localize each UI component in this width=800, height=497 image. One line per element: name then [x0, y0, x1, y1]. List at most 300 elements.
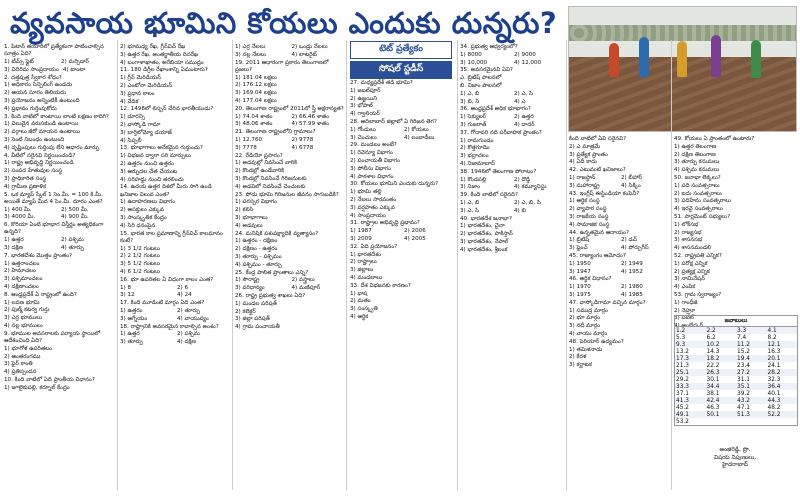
- option: 4) సిక్కిం: [621, 182, 641, 189]
- answer-cell: 50.1: [706, 411, 720, 418]
- answer-row: [675, 362, 797, 369]
- option-row: [350, 236, 454, 243]
- option: 3) మహారాష్ట్ర: [569, 182, 600, 189]
- question-line: 31. రాష్ట్రాల అభివృద్ధి ప్రభావం?: [350, 220, 420, 227]
- question-line: 4) దక్షిణాంచలం: [4, 283, 39, 290]
- question-line: 44. ఉన్నతమైన ఆదాయం?: [569, 229, 629, 236]
- answer-row: [675, 383, 797, 390]
- question-line: 48. పెరియార్ ఉద్యమం?: [569, 338, 624, 345]
- question-line: 3) భూభాగాలు: [235, 214, 268, 221]
- question-line: 1) పది సంవత్సరాలు: [674, 182, 720, 189]
- answer-cell: 26.3: [706, 369, 720, 376]
- byline: [674, 447, 796, 470]
- byline-line: హైదరాబాద్: [722, 462, 748, 468]
- option: 4) దక్షిణ: [177, 339, 197, 346]
- section-badge: [350, 41, 452, 79]
- answer-cell: 8.2: [767, 334, 777, 341]
- option-row: [235, 114, 344, 121]
- question-line: 2) ఆయన సూరం తెలియదు: [4, 90, 67, 97]
- option: 1) ఎ, బి: [460, 199, 480, 206]
- question-line: 1. పిటాన్ తయారీలో ప్రత్యేకంగా పాటించాల్సిన సూత్రం ఏది?: [4, 44, 104, 58]
- question-line: 1) లోక్‌సభ: [674, 221, 699, 228]
- option-row: [460, 99, 564, 106]
- question-line: 2) నేలలు సారవంతం: [350, 196, 397, 203]
- question-line: 2) సంపద హేతువుల సంస్థ: [4, 168, 63, 175]
- byline-line: విషయ నిపుణులు,: [713, 454, 757, 461]
- question-line: 4) ప్రభావం గుర్తింపుకోదు: [4, 105, 57, 112]
- question-line: 4) భారతదేశం, శ్రీలంక: [460, 246, 508, 253]
- question-line: 4) సిప్పలీ: [120, 137, 142, 144]
- option-row: [235, 52, 344, 59]
- question-line: 3. కింది వాటిలో కాంటాయి లాంటి లక్షణం కాదిగి?: [4, 113, 109, 120]
- option: 4) లంబాడీలు: [404, 134, 435, 141]
- question-line: 2) కలిసి: [235, 207, 254, 214]
- question-line: 4) బంగాళాఖాతం, అరేబియా సముద్రం: [120, 59, 204, 66]
- option-row: [460, 91, 564, 98]
- question-column-1: [4, 44, 114, 494]
- option-row: [235, 137, 344, 144]
- question-line: 1) భూమి తల్లి: [350, 189, 382, 196]
- question-line: 1) రామగుండం: [460, 137, 494, 144]
- question-line: 3) వర్షపాతం ఎక్కువ: [350, 204, 395, 211]
- question-line: 3) 5 1/2 గంటలు: [120, 261, 160, 268]
- question-line: 2) భారతదేశం, పాకిస్తాన్: [460, 231, 513, 238]
- answer-cell: 22.2: [706, 362, 720, 369]
- option: 2) తూర్పు: [177, 307, 200, 314]
- answer-key-title: జవాబులు: [675, 316, 797, 327]
- question-line: 3) భోపాల్: [350, 103, 373, 110]
- option: 2) ఎ, సి: [514, 90, 533, 97]
- answer-cell: 44.3: [767, 397, 781, 404]
- option: 1) 1950: [569, 260, 591, 267]
- question-line: 1) 181.04 లక్షలు: [235, 74, 277, 81]
- option-row: [235, 44, 344, 51]
- answer-cell: 18.2: [706, 355, 720, 362]
- question-line: 43. ఇంగ్లీష్ ఈస్టిండియా కంపెనీ?: [569, 190, 640, 197]
- option: 2) 66.46 శాతం: [291, 113, 329, 120]
- answer-row: [675, 404, 797, 411]
- question-line: 3) శాసనసభ: [674, 237, 703, 244]
- question-line: 3) పటేల్: [674, 315, 694, 322]
- option: 1) 400 మీ.: [4, 206, 32, 213]
- question-line: 12. 1498లో లిస్బన్ చేరిన భారతీయుడు?: [120, 106, 214, 113]
- answer-cell: 32.3: [767, 376, 781, 383]
- question-line: 4) అంబేద్కర్: [674, 323, 703, 330]
- answer-cell: 12.1: [767, 341, 781, 348]
- question-line: 4) గ్రామీణ ప్రణాళిక: [4, 183, 47, 190]
- option: 3) 1947: [569, 268, 591, 275]
- option: 3) బి, సి: [460, 98, 480, 105]
- question-line: 4) ఎంపిక: [674, 284, 696, 291]
- question-line: 30. కోయలు భూమిని ఎందుకు దున్నరు?: [350, 181, 439, 188]
- question-line: 42. ఎటువంటి ఖనిజాలు?: [569, 167, 626, 174]
- option: 1) గోండులు: [350, 126, 376, 133]
- answer-row: [675, 355, 797, 362]
- question-line: 22. రేడియో ప్రసారం?: [235, 152, 283, 159]
- option-row: [235, 145, 344, 152]
- question-line: 1) తమిళనాడు: [569, 346, 603, 353]
- question-line: 4) నిజామాబాద్: [460, 160, 495, 167]
- option-row: [569, 237, 669, 244]
- answer-cell: 21.3: [676, 362, 689, 369]
- question-line: బి. నిజాం పాలనలో: [460, 82, 502, 89]
- question-line: 3) ప్రధాన కాలం: [120, 90, 155, 97]
- question-column-4: [350, 80, 454, 494]
- question-line: 3) ఎర్ర భూములు: [4, 315, 43, 322]
- question-line: 2) ఉత్తరం నుంచి ఉత్తరం: [120, 160, 174, 167]
- option: 2) 6: [177, 284, 189, 291]
- question-line: 4) ఏదీ కాదు: [569, 159, 597, 166]
- question-line: 3) జిల్లా పరిషత్: [235, 316, 270, 323]
- answer-cell: [706, 418, 737, 425]
- option: 2) 1980: [621, 284, 643, 291]
- option: 2) దొడ్డి: [514, 176, 531, 183]
- question-line: 2) మతం: [350, 298, 371, 305]
- question-line: 4) ఇరవై సంవత్సరాలు: [674, 206, 723, 213]
- question-line: 2) పంచాయతీ విభాగం: [350, 157, 400, 164]
- question-line: 4) గ్రామ పంచాయతీ: [235, 324, 280, 331]
- question-line: 10. కింది వాటిలో ఏది ప్రాంతీయ విధానం?: [4, 376, 95, 383]
- question-line: 1) భూగోళ ఉపరితలం: [4, 345, 52, 352]
- question-line: 4) వేదిక: [120, 98, 139, 105]
- option: 4) మణిపూర్: [291, 285, 321, 292]
- option: 2) ఒండ్రు నేలలు: [291, 44, 328, 50]
- option: 3) నల్ల నేలలు: [235, 51, 266, 58]
- option: 3) 10,000: [460, 59, 488, 66]
- option: 2) మర్పిడార్: [61, 59, 89, 65]
- question-line: 4) ఆర్థిక: [350, 313, 369, 320]
- option-row: [235, 121, 344, 128]
- option: 3) 2009: [350, 235, 372, 242]
- question-line: 2. దత్తపుత్ర స్వీకార శోధం?: [4, 74, 62, 81]
- question-line: 3) పశ్చిమాంచలం: [4, 276, 43, 283]
- option-row: [120, 285, 230, 292]
- question-line: 4) సాంప్రదాయం: [350, 212, 386, 219]
- answer-cell: 9.3: [676, 341, 686, 348]
- option-row: [460, 114, 564, 121]
- question-line: 2) భూమధ్య రేఖ, గ్రీన్‌విచ్ రేఖ: [120, 44, 186, 50]
- answer-cell: 29.2: [676, 376, 689, 383]
- answer-cell: 43.2: [737, 397, 750, 404]
- question-line: 1) భారతదేశం, చైనా: [460, 223, 505, 230]
- option-row: [120, 316, 230, 323]
- question-line: 2) ఆంతరంగము: [4, 353, 41, 360]
- question-line: 49. కోయలు ఏ ప్రాంతంలో ఉంటారు?: [674, 136, 755, 142]
- option: 1) సెక్యులర్: [460, 114, 487, 121]
- question-line: 4) మండలాలు: [350, 274, 383, 281]
- option: 2) ఎ, బి, సి: [514, 199, 541, 206]
- question-line: 2) ఎంటోనా మెరిడియన్: [120, 82, 173, 89]
- question-line: 4) వాయు మార్గం: [569, 330, 608, 337]
- option-row: [350, 135, 454, 142]
- question-line: 21. తెలంగాణ రాష్ట్రంలోని గ్రామాలు?: [235, 129, 316, 136]
- question-line: 3) పోలీసు విభాగం: [350, 165, 392, 172]
- question-line: 5. ఒక మ్యాప్ స్కేల్ 1 సెం.మీ. = 100 కి.మీ. అయితే మ్యాప్ మీద 4 సెం.మీ. దూరం ఎంత?: [4, 191, 103, 205]
- option-row: [460, 200, 564, 207]
- option-row: [569, 292, 669, 299]
- option-row: [569, 175, 669, 182]
- question-line: 25. కేంద్ర పాలిత ప్రాంతాలు ఎన్ని?: [235, 269, 309, 276]
- option-row: [235, 277, 344, 284]
- answer-cell: 40.1: [767, 390, 781, 397]
- question-line: 3) బార్తెలోమ్యో డయాజ్: [120, 129, 172, 136]
- question-line: 24. మనిషికి పశుపక్ష్యాదికి వ్యత్యాసం?: [235, 230, 319, 237]
- answer-row: [675, 418, 797, 425]
- option-row: [4, 245, 114, 252]
- question-line: 1) భాష: [350, 290, 368, 297]
- question-line: 3) ప్రాధికారిత సంస్థ: [4, 175, 47, 182]
- answer-cell: 37.1: [676, 390, 689, 397]
- headline: వ్యవసాయ భూమిని కోయలు ఎందుకు దున్నరు?: [10, 6, 558, 40]
- answer-cell: 16.3: [767, 348, 781, 355]
- question-line: 2) ప్రత్యక్ష ఎన్నిక: [674, 268, 710, 275]
- question-column-3: [235, 44, 344, 494]
- question-line: 1) ఉత్తరం - దక్షిణం: [235, 238, 278, 245]
- question-line: 34. ప్రభుత్వ ఆధ్వర్యంలో?: [460, 44, 518, 50]
- option: 2) ఉత్తర: [514, 114, 534, 121]
- question-line: 3) సాంస్కృతిక కేంద్రం: [120, 214, 167, 221]
- question-line: 37. గోదావరి నది పరీవాహక ప్రాంతం?: [460, 129, 542, 136]
- option: 4) పోర్చుగీస్: [621, 245, 649, 252]
- option: 2) 1949: [621, 260, 643, 267]
- option: 1) 1970: [569, 284, 591, 291]
- option: 2) 500 మీ.: [61, 206, 89, 213]
- answer-cell: 4.1: [767, 327, 777, 334]
- question-line: 17. కింది మూడింటి మార్గం ఏది ఎంత?: [120, 300, 205, 307]
- question-line: 2) నెహ్రూ: [674, 307, 696, 314]
- answer-cell: 14.3: [706, 348, 720, 355]
- question-line: 1) ఆర్థిక సంస్థ: [569, 198, 600, 205]
- badge-top: టెట్ ప్రత్యేకం: [350, 41, 452, 59]
- question-line: 2) కొత్తగూడెం: [460, 145, 490, 152]
- question-line: 27. మధ్యప్రదేశ్ తడి భూమి?: [350, 80, 413, 86]
- question-line: 18. రాష్ట్రానికి అవసరమైన కావాల్సిన అంశం?: [120, 323, 219, 330]
- option-row: [4, 214, 114, 221]
- option: 1) సౌరాష్ట్ర: [235, 277, 260, 284]
- answer-cell: 25.1: [676, 369, 689, 376]
- question-line: 19. 2011 ఆధారంగా ప్రకారం తెలంగాణలో ప్రజలు?: [235, 59, 329, 73]
- answer-key: [674, 315, 798, 426]
- question-line: 2) ఆసక్తులు ఎక్కువ: [120, 207, 164, 214]
- option: 1) 74.04 శాతం: [235, 113, 273, 120]
- question-line: 47. వాస్కోడిగామా వచ్చిన మార్గం?: [569, 299, 646, 306]
- question-column-5: [460, 44, 564, 494]
- option: 4) 2005: [404, 235, 426, 242]
- question-line: 38. 1946లో తెలంగాణ పోరాటం?: [460, 168, 537, 175]
- question-line: 14. ఉదయ ఉత్తర దిశలో మీరు సాగి ఉండి ఖనిజాల విలువ ఎంత?: [120, 184, 212, 198]
- question-line: 52. రాష్ట్రపతి ఎన్నిక?: [674, 252, 722, 259]
- answer-cell: 48.2: [767, 404, 781, 411]
- option-row: [4, 59, 114, 66]
- question-line: 3) నదీ మార్గం: [569, 323, 601, 330]
- question-line: 4) 177.04 లక్షలు: [235, 97, 277, 104]
- answer-cell: 51.3: [737, 411, 750, 418]
- question-line: 13. భూభాగాలు అనేకమైన గుర్తుంచు?: [120, 145, 203, 152]
- question-line: 3) ఆర్పుదల చేత చేయుట: [120, 168, 178, 175]
- answer-cell: 31.1: [737, 376, 750, 383]
- option: 3) చెంచులు: [350, 134, 377, 141]
- option-row: [460, 122, 564, 129]
- option: 1) ఎ, బి: [460, 90, 480, 97]
- question-line: 1) లవణ భూమి: [4, 299, 40, 306]
- option-row: [350, 127, 454, 134]
- question-line: 3) ప్రయోజనం అన్నింటికీ ఉంటుంది: [4, 97, 80, 104]
- question-line: 4) సిరి ధనంపైన: [120, 222, 156, 229]
- option: 4) తూర్పు: [61, 244, 84, 251]
- question-line: 33. దేశ విభజనకు కారణం?: [350, 282, 411, 289]
- question-line: 1) అధికారం సిన్ఫిలింగ్ ఉండదు: [4, 82, 73, 89]
- answer-cell: 13.2: [676, 348, 689, 355]
- answer-cell: [767, 418, 798, 425]
- option: 4) కమ్యూనిస్టు: [514, 184, 547, 191]
- option-row: [569, 269, 669, 276]
- question-line: 2) 176.12 లక్షలు: [235, 82, 277, 89]
- question-line: 2) దక్షిణం - ఉత్తరం: [235, 246, 278, 253]
- answer-cell: 23.4: [737, 362, 750, 369]
- question-line: 40. భారతదేశ జనాభా?: [460, 215, 513, 222]
- question-line: 1) అడవుల్లో నివసించే వారికి: [235, 160, 298, 167]
- answer-cell: 7.4: [737, 334, 747, 341]
- answer-row: [675, 348, 797, 355]
- question-line: 29. మండలం అంటే?: [350, 142, 397, 149]
- question-line: 53. గ్రామ స్వరాజ్యం?: [674, 291, 722, 298]
- question-line: 26. రాష్ట్ర ప్రభుత్వ శాఖలు ఏది?: [235, 292, 306, 299]
- option: 3) 12: [120, 292, 135, 299]
- question-line: 4) అడవిలో నివసించే చెంచులకు: [235, 183, 306, 190]
- answer-cell: 49.1: [676, 411, 689, 418]
- option-row: [350, 228, 454, 235]
- option: 4) బి: [514, 207, 526, 214]
- option: 4) 57.99 శాతం: [291, 121, 329, 128]
- question-line: 3) సంస్కృతి: [350, 306, 378, 313]
- answer-cell: 38.1: [706, 390, 720, 397]
- question-line: 23. పోడు భూమి గిరిజనుల జీవనం సాగుబడికి?: [235, 191, 339, 198]
- answer-cell: 39.2: [737, 390, 750, 397]
- question-line: 8. ఆంధ్రప్రదేశ్ ఏ రాష్ట్రంలో ఉంది?: [4, 291, 77, 298]
- answer-cell: 1.2: [676, 327, 686, 334]
- option: 3) ఫ్రెంచ్: [569, 245, 588, 252]
- question-column-6: [569, 136, 669, 494]
- option: 4) 900 మీ.: [61, 214, 89, 221]
- question-line: 2) వ్యాపార సంస్థ: [569, 206, 607, 213]
- question-line: 3) ఫైర్ కాంతి: [4, 361, 33, 368]
- question-line: 2) హిమాచలం: [4, 268, 36, 275]
- question-line: 3) తూర్పు కనుమలు: [674, 159, 720, 166]
- question-line: 1) పరస్పర విభాగం: [235, 199, 277, 206]
- question-line: 1) పరోక్ష ఎన్నిక: [674, 260, 708, 267]
- question-line: 1) గాంధీజీ: [674, 299, 698, 306]
- question-line: 2) ఐదు సంవత్సరాలు: [674, 190, 722, 197]
- answer-cell: 34.4: [706, 383, 720, 390]
- question-line: 15. భారత కాల ప్రమాణాన్ని గ్రీన్‌విచ్ కాలమానం కంటే?: [120, 230, 223, 244]
- question-line: 3) భద్రాచలం: [460, 153, 489, 160]
- option: 3) ఎ, సి: [460, 207, 479, 214]
- option-row: [120, 308, 230, 315]
- question-line: 35. అవసరమైనవి ఏవి?: [460, 67, 513, 74]
- option: 2) 9000: [514, 51, 536, 58]
- option: 2) కోయలు: [404, 126, 429, 133]
- question-line: 32. ఏది ప్రయోజనం?: [350, 243, 398, 250]
- answer-cell: 5.3: [676, 334, 686, 341]
- question-line: 45. రాజ్యాంగం ఆమోదం?: [569, 252, 626, 259]
- question-line: 4) నల్ల భూములు: [4, 322, 43, 329]
- option-row: [120, 292, 230, 299]
- option: 1) టీమ్స్ ఫ్లైట్: [4, 59, 34, 65]
- question-line: 16. భూ ఉపరితల ఏ విధంగా కాలం ఎంత?: [120, 276, 214, 283]
- answer-row: [675, 397, 797, 404]
- option-row: [4, 207, 114, 214]
- answer-cell: 41.3: [676, 397, 689, 404]
- answer-cell: 3.3: [737, 327, 747, 334]
- answer-row: [675, 327, 797, 334]
- question-line: 4) పాఠశాల విభాగం: [350, 173, 394, 180]
- question-line: 3) భారతదేశం, నేపాల్: [460, 238, 509, 245]
- option-row: [4, 67, 114, 74]
- question-line: 2) వర్గాలు జీరో మాయన ఉంటాయి: [4, 129, 80, 136]
- option: 1) ఉత్తరం: [120, 307, 143, 314]
- question-line: 1) ఉదాహరణలు విభాగం: [120, 199, 176, 206]
- option: 1) ఉత్తర: [120, 331, 140, 338]
- question-line: 4) పశ్చిమ కనుమలు: [674, 167, 720, 174]
- answer-cell: 6.2: [706, 334, 716, 341]
- answer-cell: 30.1: [706, 376, 720, 383]
- question-line: 2) 2 1/2 గంటలు: [120, 253, 160, 260]
- question-line: 1) విభజన ద్వారా సరి మార్పులు: [120, 153, 191, 160]
- question-line: 11. 180 డిగ్రీల రేఖాంశాన్ని ఏమంటారు?: [120, 67, 208, 74]
- question-line: 2) కేరళ: [569, 354, 587, 361]
- question-line: 20. తెలంగాణ రాష్ట్రంలో 2011లో స్త్రీ అక్షరాస్యత?: [235, 105, 344, 112]
- option-row: [460, 184, 564, 191]
- question-line: 3) జిల్లాలు: [350, 267, 374, 274]
- question-line: 2) ఎ మాత్రమే: [569, 143, 601, 150]
- option: 1) 1987: [350, 228, 372, 235]
- question-line: 2) రాష్ట్రాలు: [350, 259, 377, 266]
- option: 1) 8000: [460, 51, 482, 58]
- option: 3) 7778: [235, 144, 257, 151]
- option: 3) 4000 మీ.: [4, 214, 36, 221]
- question-line: 2) వాస్కోడి గామా: [120, 121, 161, 128]
- question-line: ఎ. బ్రిటిష్ పాలనలో: [460, 75, 502, 82]
- option: 4) 1952: [621, 268, 643, 275]
- answer-cell: 20.1: [767, 355, 781, 362]
- question-line: 1) జబల్‌పూర్: [350, 87, 381, 94]
- question-line: 3) కొండల్లో నివసించే గిరిజనులకు: [235, 175, 307, 182]
- answer-cell: 15.2: [737, 348, 750, 355]
- question-line: 3) పదిహేను సంవత్సరాలు: [674, 198, 732, 205]
- option: 1) కొండపల్లి: [460, 176, 487, 183]
- option-row: [4, 237, 114, 244]
- answer-row: [675, 334, 797, 341]
- question-line: 1) రెవెన్యూ విభాగం: [350, 150, 393, 157]
- answer-cell: 28.2: [767, 369, 781, 376]
- option-row: [120, 331, 230, 338]
- option-row: [460, 52, 564, 59]
- answer-row: [675, 376, 797, 383]
- question-line: 1) ఉత్తర తెలంగాణ: [674, 143, 717, 150]
- option: 4) వాయువ్యం: [177, 315, 209, 322]
- question-line: 2) పుల్మ్ కటర్వ గుర్తు: [4, 307, 50, 314]
- option-row: [460, 60, 564, 67]
- question-line: 1) సముద్ర మార్గం: [569, 307, 608, 314]
- option: 3) తూర్పు: [120, 339, 143, 346]
- option: 3) ఆగ్నేయం: [120, 315, 148, 322]
- answer-row: [675, 369, 797, 376]
- question-line: 1) భారతదేశం: [350, 251, 382, 258]
- answer-row: [675, 341, 797, 348]
- question-line: 4. వీటిలో సరైనవి నిర్ణయించండి?: [4, 152, 76, 159]
- option: 4) లాటరైట్: [291, 51, 317, 58]
- option: 4) 12,000: [514, 59, 542, 66]
